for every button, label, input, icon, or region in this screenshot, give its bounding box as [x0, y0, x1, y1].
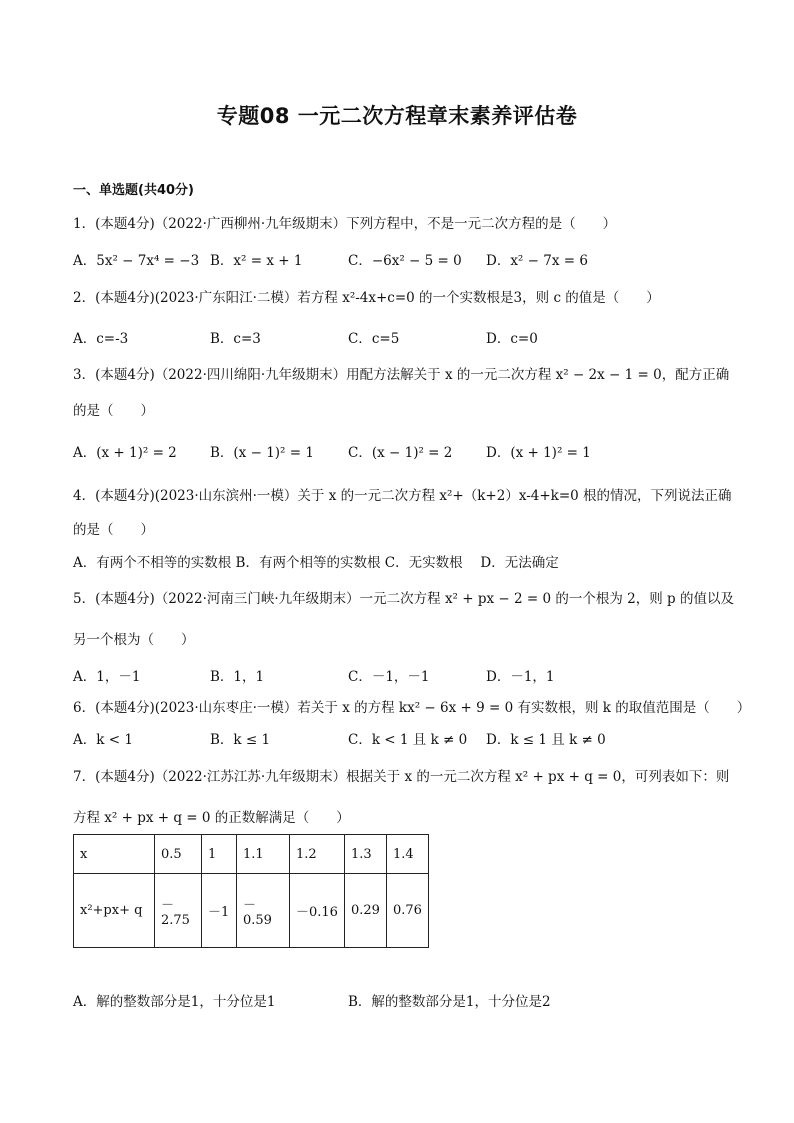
question-5-stem-line1: 5．(本题4分)（2022·河南三门峡·九年级期末）一元二次方程 x² + px − 2 = 0 的一个根为 2，则 p 的值以及 [73, 591, 734, 607]
question-6-option-d: D．k ≤ 1 且 k ≠ 0 [486, 732, 606, 748]
question-2-option-c: C．c=5 [348, 331, 400, 347]
question-4-stem-line2: 的是（ ） [73, 522, 154, 538]
question-2-option-d: D．c=0 [486, 331, 538, 347]
question-5-option-a: A．1，－1 [73, 669, 141, 685]
table-cell: 1.1 [237, 835, 290, 874]
question-2-stem: 2．(本题4分)(2023·广东阳江·二模）若方程 x²-4x+c=0 的一个实数根是3，则 c 的值是（ ） [73, 290, 660, 306]
table-cell: －0.59 [237, 874, 290, 948]
question-7-stem-line2: 方程 x² + px + q = 0 的正数解满足（ ） [73, 810, 350, 826]
table-row [74, 874, 429, 948]
table-cell: 0.5 [155, 835, 202, 874]
question-1-stem: 1．(本题4分)（2022·广西柳州·九年级期末）下列方程中，不是一元二次方程的是（ ） [73, 216, 617, 232]
table-cell: 0.76 [386, 874, 428, 948]
table-cell: x [74, 835, 155, 874]
question-5-option-c: C．－1，－1 [348, 669, 430, 685]
table-row [74, 835, 429, 874]
question-3-option-c: C．(x − 1)² = 2 [348, 445, 453, 461]
question-3-option-b: B．(x − 1)² = 1 [210, 445, 314, 461]
question-6-option-a: A．k < 1 [73, 732, 133, 748]
question-1-option-c: C．−6x² − 5 = 0 [348, 253, 462, 269]
table-cell: －2.75 [155, 874, 202, 948]
question-3-stem-line1: 3．(本题4分)（2022·四川绵阳·九年级期末）用配方法解关于 x 的一元二次方程 x² − 2x − 1 = 0，配方正确 [73, 367, 730, 383]
table-cell: 0.29 [345, 874, 387, 948]
question-5-option-d: D．－1，1 [486, 669, 555, 685]
question-7-option-a: A．解的整数部分是1，十分位是1 [73, 994, 276, 1010]
question-2-option-a: A．c=-3 [73, 331, 129, 347]
table-cell: 1.3 [345, 835, 387, 874]
question-7-option-b: B．解的整数部分是1，十分位是2 [348, 994, 551, 1010]
question-4-stem-line1: 4．(本题4分)(2023·山东滨州·一模）关于 x 的一元二次方程 x²+（k+2）x-4+k=0 根的情况，下列说法正确 [73, 488, 732, 504]
table-cell: 1.2 [290, 835, 345, 874]
question-3-stem-line2: 的是（ ） [73, 403, 154, 419]
question-1-option-d: D．x² − 7x = 6 [486, 253, 588, 269]
table-cell: 1.4 [386, 835, 428, 874]
question-7-stem-line1: 7．(本题4分)（2022·江苏江苏·九年级期末）根据关于 x 的一元二次方程 x² + px + q = 0，可列表如下：则 [73, 769, 730, 785]
question-1-option-a: A．5x² − 7x⁴ = −3 [73, 253, 200, 269]
values-table [73, 834, 429, 948]
table-cell: x²+px+ q [74, 874, 155, 948]
question-3-option-a: A．(x + 1)² = 2 [73, 445, 177, 461]
question-5-option-b: B．1，1 [210, 669, 265, 685]
section-heading: 一、单选题(共40分) [73, 183, 194, 198]
question-6-option-c: C．k < 1 且 k ≠ 0 [348, 732, 468, 748]
question-5-stem-line2: 另一个根为（ ） [73, 632, 195, 648]
question-6-stem: 6．(本题4分)(2023·山东枣庄·一模）若关于 x 的方程 kx² − 6x + 9 = 0 有实数根，则 k 的取值范围是（ ） [73, 700, 751, 716]
question-2-option-b: B．c=3 [210, 331, 261, 347]
question-3-option-d: D．(x + 1)² = 1 [486, 445, 591, 461]
table-cell: －1 [202, 874, 237, 948]
question-1-option-b: B．x² = x + 1 [210, 253, 303, 269]
question-4-options: A．有两个不相等的实数根 B．有两个相等的实数根 C．无实数根 D．无法确定 [73, 555, 559, 571]
table-cell: 1 [202, 835, 237, 874]
table-cell: －0.16 [290, 874, 345, 948]
question-6-option-b: B．k ≤ 1 [210, 732, 271, 748]
page-title: 专题08 一元二次方程章末素养评估卷 [216, 104, 578, 128]
